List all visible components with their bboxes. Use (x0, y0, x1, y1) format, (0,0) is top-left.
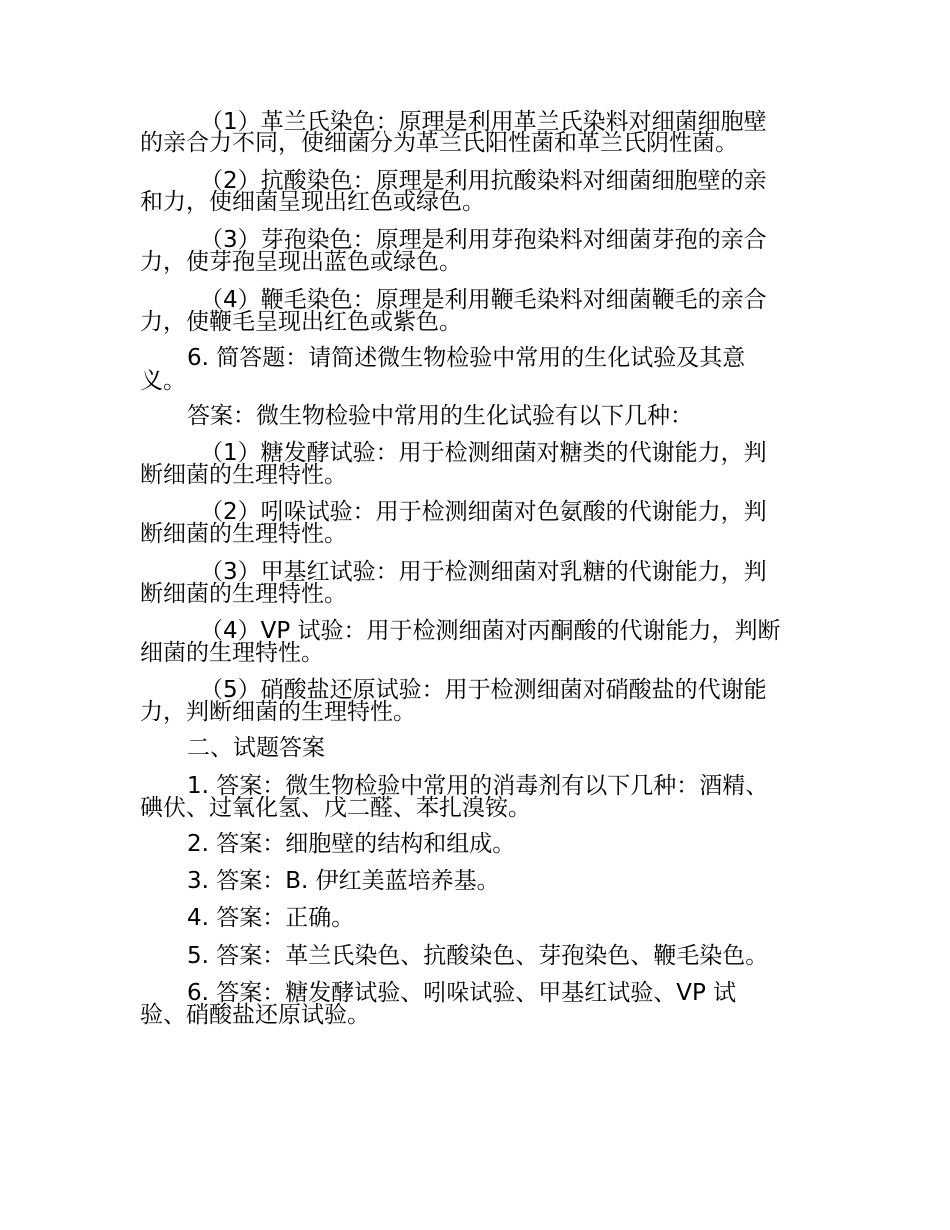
staining-flagella-line-1: （4）鞭毛染色：原理是利用鞭毛染料对细菌鞭毛的亲合 (200, 287, 767, 313)
test-sugar-fermentation-line-2: 断细菌的生理特性。 (140, 462, 347, 488)
section-heading-answers: 二、试题答案 (187, 735, 325, 761)
staining-acid-fast-line-2: 和力，使细菌呈现出红色或绿色。 (140, 189, 485, 215)
staining-gram-line-2: 的亲合力不同，使细菌分为革兰氏阳性菌和革兰氏阴性菌。 (140, 130, 738, 156)
answer-6-intro: 答案：微生物检验中常用的生化试验有以下几种： (187, 403, 693, 429)
test-nitrate-reduction-line-2: 力，判断细菌的生理特性。 (140, 699, 416, 725)
answer-4: 4. 答案：正确。 (187, 905, 355, 931)
answer-5: 5. 答案：革兰氏染色、抗酸染色、芽孢染色、鞭毛染色。 (187, 943, 769, 969)
test-sugar-fermentation-line-1: （1）糖发酵试验：用于检测细菌对糖类的代谢能力，判 (200, 440, 767, 466)
test-indole-line-2: 断细菌的生理特性。 (140, 521, 347, 547)
test-methyl-red-line-1: （3）甲基红试验：用于检测细菌对乳糖的代谢能力，判 (200, 559, 767, 585)
answer-1-line-2: 碘伏、过氧化氢、戊二醛、苯扎溴铵。 (140, 795, 531, 821)
test-indole-line-1: （2）吲哚试验：用于检测细菌对色氨酸的代谢能力，判 (200, 499, 767, 525)
staining-gram-line-1: （1）革兰氏染色：原理是利用革兰氏染料对细菌细胞壁 (200, 109, 767, 135)
test-nitrate-reduction-line-1: （5）硝酸盐还原试验：用于检测细菌对硝酸盐的代谢能 (200, 677, 767, 703)
question-6-line-2: 义。 (140, 368, 186, 394)
test-vp-line-2: 细菌的生理特性。 (140, 640, 324, 666)
test-vp-line-1: （4）VP 试验：用于检测细菌对丙酮酸的代谢能力，判断 (200, 618, 781, 644)
answer-1-line-1: 1. 答案：微生物检验中常用的消毒剂有以下几种：酒精、 (187, 773, 769, 799)
answer-2: 2. 答案：细胞壁的结构和组成。 (187, 831, 516, 857)
staining-flagella-line-2: 力，使鞭毛呈现出红色或紫色。 (140, 309, 462, 335)
staining-spore-line-2: 力，使芽孢呈现出蓝色或绿色。 (140, 249, 462, 275)
staining-acid-fast-line-1: （2）抗酸染色：原理是利用抗酸染料对细菌细胞壁的亲 (200, 168, 767, 194)
staining-spore-line-1: （3）芽孢染色：原理是利用芽孢染料对细菌芽孢的亲合 (200, 227, 767, 253)
answer-6-line-2: 验、硝酸盐还原试验。 (140, 1002, 370, 1028)
question-6-line-1: 6. 简答题：请简述微生物检验中常用的生化试验及其意 (187, 345, 746, 371)
answer-6-line-1: 6. 答案：糖发酵试验、吲哚试验、甲基红试验、VP 试 (187, 980, 737, 1006)
answer-3: 3. 答案：B. 伊红美蓝培养基。 (187, 868, 500, 894)
test-methyl-red-line-2: 断细菌的生理特性。 (140, 581, 347, 607)
